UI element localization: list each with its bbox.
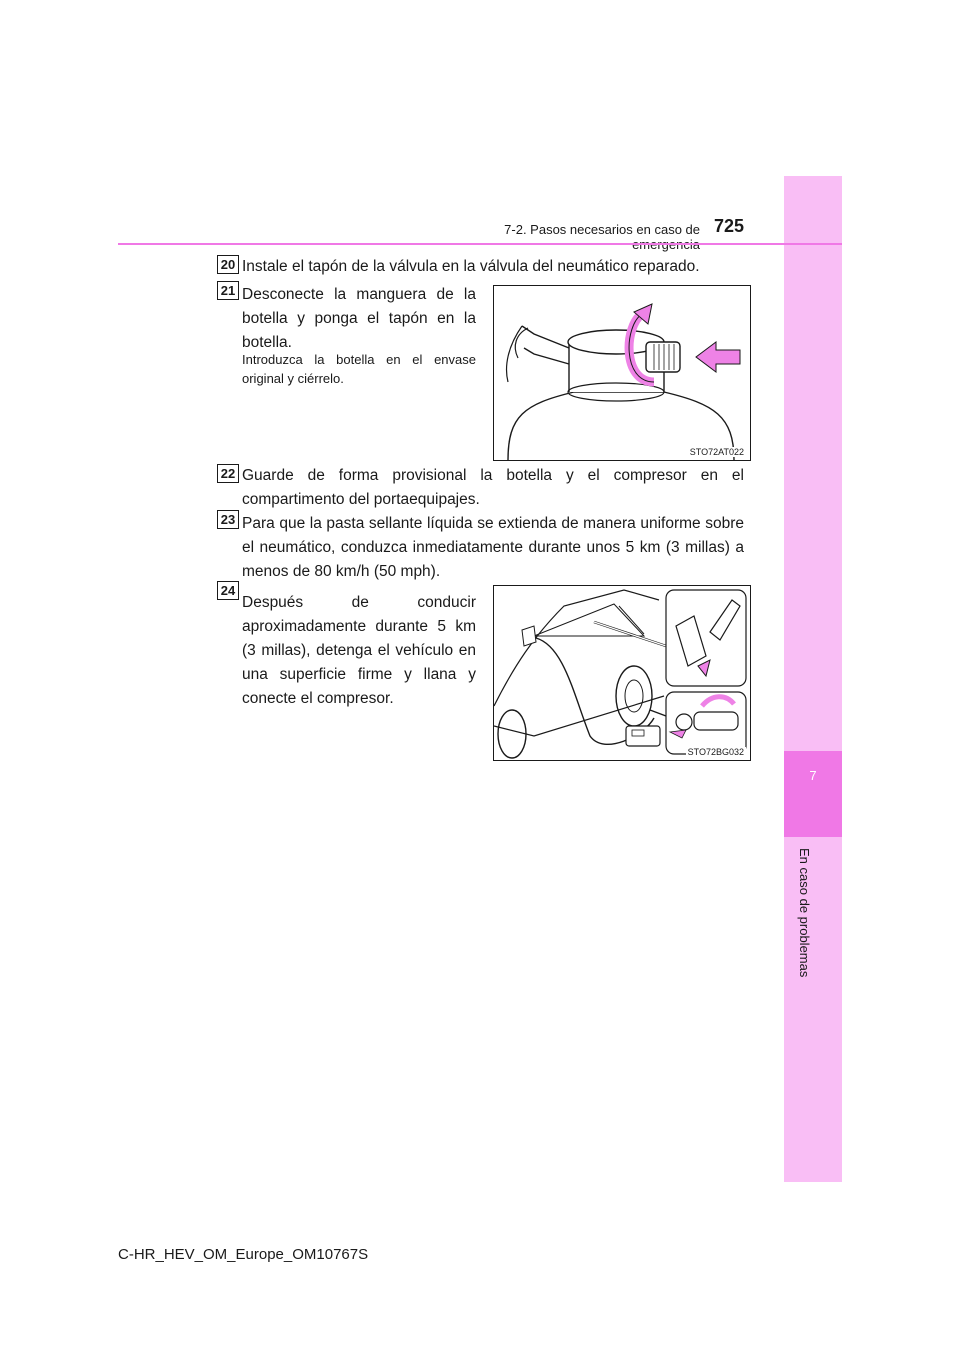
- step-number-23: 23: [217, 510, 239, 529]
- step-text-20: Instale el tapón de la válvula en la válvula del neumático reparado.: [242, 258, 700, 275]
- page-number: 725: [714, 216, 745, 236]
- compressor-figure: [493, 585, 751, 761]
- step-text-23: Para que la pasta sellante líquida se extienda de manera uniforme sobre el neumático, conduzca inmediatamente durante unos 5 km (3 millas) a menos de 80 km/h (50 mph).: [242, 515, 744, 580]
- chapter-tab-marker: [784, 751, 842, 837]
- figure-code: STO72AT022: [689, 447, 744, 457]
- step-note-21: Introduzca la botella en el envase original y ciérrelo.: [242, 352, 476, 386]
- header-section-title: 7-2. Pasos necesarios en caso de: [504, 222, 700, 237]
- header-rule: [118, 243, 842, 245]
- step-text-22: Guarde de forma provisional la botella y el compresor en el compartimento del portaequipajes.: [242, 467, 744, 508]
- step-number-20: 20: [217, 255, 239, 274]
- step-text-24: Después de conducir aproximadamente durante 5 km (3 millas), detenga el vehículo en una superficie firme y llana y conecte el compresor.: [242, 594, 476, 707]
- car-compressor-illustration: [494, 586, 750, 760]
- step-number-21: 21: [217, 281, 239, 300]
- document-id: C-HR_HEV_OM_Europe_OM10767S: [118, 1246, 369, 1263]
- bottle-cap-figure: [493, 285, 751, 461]
- chapter-number: 7: [809, 768, 817, 783]
- step-number-24: 24: [217, 581, 239, 600]
- step-text-21: Desconecte la manguera de la botella y ponga el tapón en la botella.: [242, 286, 476, 351]
- step-number-22: 22: [217, 464, 239, 483]
- figure-code: STO72BG032: [687, 747, 744, 757]
- bottle-cap-illustration: [494, 286, 750, 460]
- chapter-title: En caso de problemas: [797, 848, 812, 978]
- chapter-side-tab: [784, 176, 842, 1182]
